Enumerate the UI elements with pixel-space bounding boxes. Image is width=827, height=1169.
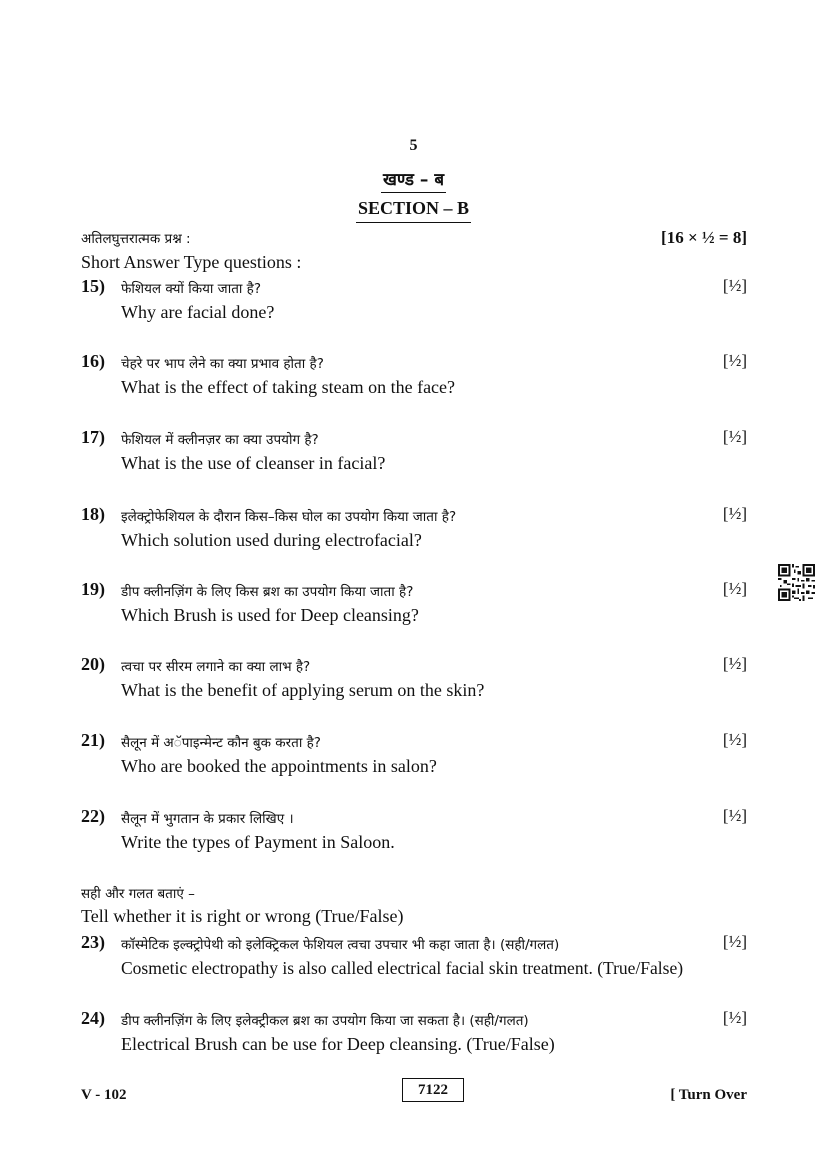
- qr-code-icon: [778, 564, 815, 601]
- question-marks: [½]: [722, 351, 747, 370]
- page-code-box: 7122: [402, 1078, 464, 1102]
- question-18: [81, 504, 747, 554]
- question-number: 21): [81, 730, 105, 750]
- question-number: 15): [81, 276, 105, 296]
- question-number: 24): [81, 1008, 105, 1028]
- question-number: 19): [81, 579, 105, 599]
- question-marks: [½]: [722, 504, 747, 523]
- question-english: Why are facial done?: [121, 302, 275, 322]
- part1-heading-hindi: अतिलघुत्तरात्मक प्रश्न :: [81, 231, 191, 247]
- part1-heading-english: Short Answer Type questions :: [81, 252, 302, 272]
- question-hindi: सैलून में अॅपाइन्मेन्ट कौन बुक करता है?: [121, 735, 321, 751]
- question-hindi: कॉस्मेटिक इल्क्ट्रोपेथी को इलेक्ट्रिकल फेशियल त्वचा उपचार भी कहा जाता है। (सही/गलत): [121, 937, 560, 953]
- question-english: Which solution used during electrofacial?: [121, 530, 422, 550]
- question-number: 16): [81, 351, 105, 371]
- question-english: What is the use of cleanser in facial?: [121, 453, 386, 473]
- question-english: What is the benefit of applying serum on the skin?: [121, 680, 485, 700]
- question-20: [81, 654, 747, 704]
- paper-code: V - 102: [81, 1087, 127, 1103]
- question-marks: [½]: [722, 579, 747, 598]
- question-english: Electrical Brush can be use for Deep cleansing. (True/False): [121, 1034, 555, 1054]
- question-21: [81, 730, 747, 780]
- question-marks: [½]: [722, 276, 747, 295]
- question-number: 20): [81, 654, 105, 674]
- question-english: Which Brush is used for Deep cleansing?: [121, 605, 419, 625]
- question-english: Cosmetic electropathy is also called electrical facial skin treatment. (True/False): [121, 958, 684, 978]
- section-title: SECTION – B: [356, 198, 471, 223]
- total-marks: [16 × ½ = 8]: [661, 228, 747, 247]
- page-number: 5: [409, 137, 418, 154]
- question-hindi: चेहरे पर भाप लेने का क्या प्रभाव होता है?: [121, 356, 324, 372]
- question-19: [81, 579, 747, 629]
- question-marks: [½]: [722, 806, 747, 825]
- question-number: 18): [81, 504, 105, 524]
- question-hindi: त्वचा पर सीरम लगाने का क्या लाभ है?: [121, 659, 311, 675]
- question-23: [81, 932, 747, 982]
- question-marks: [½]: [722, 932, 747, 951]
- section-title-hindi: खण्ड – ब: [381, 167, 446, 193]
- question-hindi: फेशियल में क्लीनज़र का क्या उपयोग है?: [121, 432, 319, 448]
- question-number: 23): [81, 932, 105, 952]
- question-marks: [½]: [722, 654, 747, 673]
- question-marks: [½]: [722, 1008, 747, 1027]
- turn-over-label: [ Turn Over: [670, 1087, 747, 1103]
- question-24: [81, 1008, 747, 1058]
- question-hindi: इलेक्ट्रोफेशियल के दौरान किस–किस घोल का उपयोग किया जाता है?: [121, 509, 457, 525]
- question-hindi: सैलून में भुगतान के प्रकार लिखिए ।: [121, 811, 294, 827]
- question-english: Write the types of Payment in Saloon.: [121, 832, 395, 852]
- question-marks: [½]: [722, 427, 747, 446]
- part2-heading-english: Tell whether it is right or wrong (True/False): [81, 906, 404, 926]
- question-number: 17): [81, 427, 105, 447]
- question-number: 22): [81, 806, 105, 826]
- question-16: [81, 351, 747, 401]
- part1-heading-row: [81, 229, 747, 251]
- question-hindi: डीप क्लीनज़िंग के लिए इलेक्ट्रीकल ब्रश का उपयोग किया जा सकता है। (सही/गलत): [121, 1013, 529, 1029]
- question-17: [81, 427, 747, 477]
- question-english: What is the effect of taking steam on the face?: [121, 377, 456, 397]
- question-hindi: डीप क्लीनज़िंग के लिए किस ब्रश का उपयोग किया जाता है?: [121, 584, 414, 600]
- part2-heading-hindi: सही और गलत बताएं –: [81, 886, 195, 902]
- question-marks: [½]: [722, 730, 747, 749]
- question-hindi: फेशियल क्यों किया जाता है?: [121, 281, 262, 297]
- question-22: [81, 806, 747, 856]
- question-english: Who are booked the appointments in salon?: [121, 756, 437, 776]
- question-15: [81, 276, 747, 326]
